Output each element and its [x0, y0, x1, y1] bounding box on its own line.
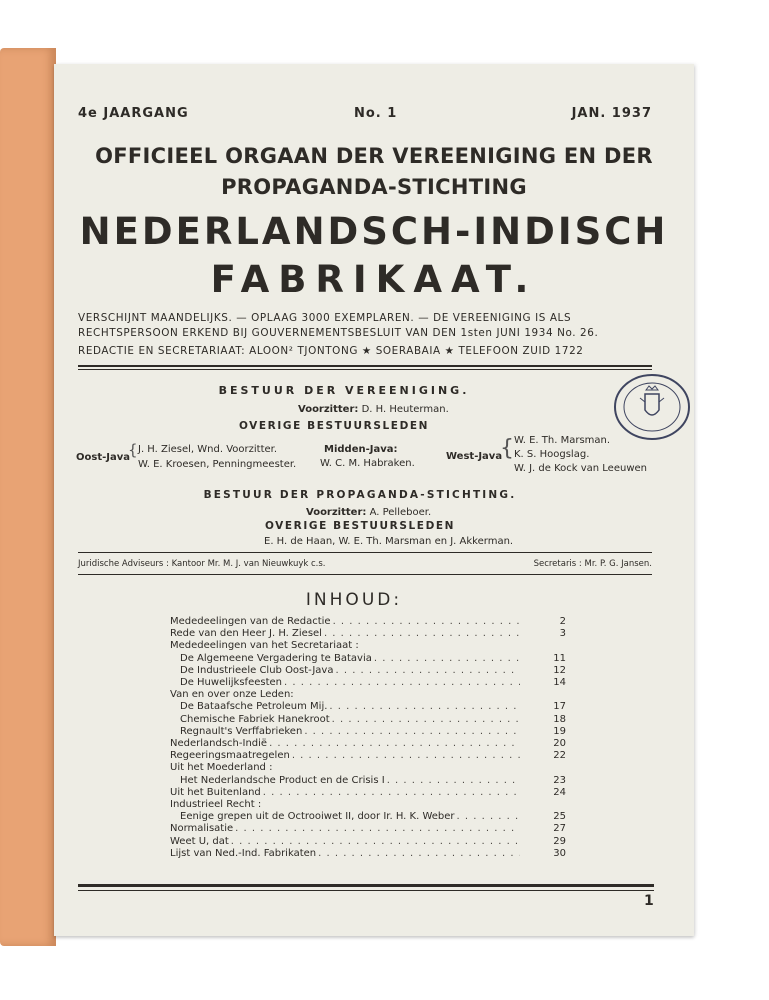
toc-item-label: Regeeringsmaatregelen [170, 750, 290, 762]
toc-item-page: 23 [553, 774, 566, 786]
toc-leader-dots [335, 665, 520, 676]
toc-item [170, 738, 522, 749]
toc-item-label: Van en over onze Leden: [170, 689, 294, 701]
toc-item-label: De Huwelijksfeesten [180, 677, 283, 688]
toc-item-label: Regnault's Verffabrieken [180, 725, 303, 737]
board-heading: BESTUUR DER VEREENIGING. [218, 384, 470, 397]
toc-item-label: Nederlandsch-Indië [170, 738, 268, 749]
toc-item [170, 689, 522, 700]
toc-item-page: 2 [559, 616, 566, 627]
toc-leader-dots [457, 811, 520, 822]
toc-item [180, 726, 522, 737]
toc-item-label: Normalisatie [170, 823, 234, 835]
west-java-label: West-Java [446, 451, 503, 462]
foundation-members: E. H. de Haan, W. E. Th. Marsman en J. Akkerman. [264, 536, 514, 547]
toc-item [170, 750, 522, 761]
toc-item [170, 836, 522, 847]
toc-item [180, 653, 522, 664]
foundation-chair-label: Voorzitter: [306, 507, 367, 518]
library-stamp [612, 372, 692, 442]
toc-item-page: 19 [553, 725, 566, 737]
board-chair-label: Voorzitter: [298, 404, 359, 415]
board-chair [298, 404, 449, 415]
foundation-members-heading: OVERIGE BESTUURSLEDEN [264, 520, 456, 532]
toc-item [180, 665, 522, 676]
foundation-chair [306, 507, 431, 518]
toc-item [170, 823, 522, 834]
toc-leader-dots [304, 726, 520, 737]
oost-member-2: W. E. Kroesen, Penningmeester. [138, 459, 297, 470]
oost-member-1: J. H. Ziesel, Wnd. Voorzitter. [138, 444, 278, 455]
toc-leader-dots [269, 738, 520, 749]
toc-item-label: De Algemeene Vergadering te Batavia [180, 652, 372, 664]
toc-item-page: 29 [553, 835, 566, 847]
toc-item [170, 787, 522, 798]
toc-item [180, 775, 522, 786]
title-line-2: PROPAGANDA-STICHTING [221, 175, 527, 199]
toc-item-page: 20 [553, 738, 566, 749]
toc-leader-dots [374, 653, 520, 664]
toc-item-page: 22 [553, 750, 566, 762]
toc-item-label: Mededeelingen van het Secretariaat : [170, 640, 359, 652]
brace-west: { [500, 436, 514, 461]
masthead-title: NEDERLANDSCH-INDISCH [79, 210, 669, 253]
toc-item [170, 616, 522, 627]
toc-item-label: Weet U, dat [170, 835, 229, 847]
toc-item-label: Rede van den Heer J. H. Ziesel [170, 628, 322, 640]
toc-item [170, 628, 522, 639]
midden-member-1: W. C. M. Habraken. [320, 458, 415, 469]
title-line-1: OFFICIEEL ORGAAN DER VEREENIGING EN DER [95, 144, 653, 168]
toc-leader-dots [387, 775, 520, 786]
magazine-page [54, 64, 694, 936]
toc-leader-dots [318, 848, 520, 859]
toc-item-label: Uit het Buitenland [170, 786, 261, 798]
secretary: Secretaris : Mr. P. G. Jansen. [533, 559, 652, 569]
toc-item-label: Mededeelingen van de Redactie [170, 616, 331, 627]
divider-bottom-thin [78, 890, 654, 891]
page-number: 1 [644, 893, 654, 909]
toc-item [180, 714, 522, 725]
toc-item [170, 762, 522, 773]
brace-oost: { [128, 441, 138, 459]
toc-item [180, 677, 522, 688]
toc-item-page: 27 [553, 823, 566, 835]
toc-leader-dots [231, 836, 520, 847]
toc-item [180, 811, 522, 822]
toc-item-page: 25 [553, 811, 566, 823]
west-member-1: W. E. Th. Marsman. [514, 435, 611, 446]
toc-leader-dots [332, 714, 520, 725]
toc-item [170, 799, 522, 810]
toc-leader-dots [284, 677, 520, 688]
board-members-heading: OVERIGE BESTUURSLEDEN [238, 420, 430, 432]
toc-item-label: De Industrieele Club Oost-Java [180, 664, 334, 676]
masthead-subtitle: FABRIKAAT. [210, 258, 538, 301]
west-member-2: K. S. Hoogslag. [514, 449, 590, 460]
toc-item-label: De Bataafsche Petroleum Mij. [180, 701, 328, 713]
midden-java-label: Midden-Java: [324, 444, 398, 455]
divider-bottom [78, 884, 654, 887]
toc-item-label: Industrieel Recht : [170, 799, 262, 810]
toc-item-page: 18 [553, 713, 566, 725]
toc-item-page: 24 [553, 786, 566, 798]
toc-item-page: 17 [553, 701, 566, 713]
board-chair-name: D. H. Heuterman. [361, 404, 449, 415]
toc-item-page: 3 [559, 628, 566, 640]
issue-number: No. 1 [354, 106, 398, 121]
toc-item [170, 848, 522, 859]
toc-leader-dots [333, 616, 520, 627]
toc-leader-dots [263, 787, 520, 798]
oost-java-label: Oost-Java [76, 452, 130, 463]
toc-leader-dots [324, 628, 520, 639]
toc-item-page: 14 [553, 677, 566, 688]
toc-item-label: Lijst van Ned.-Ind. Fabrikaten [170, 847, 317, 859]
toc-item-label: Eenige grepen uit de Octrooiwet II, door Ir. H. K. Weber [180, 811, 455, 823]
publication-info-1: VERSCHIJNT MAANDELIJKS. — OPLAAG 3000 EXEMPLAREN. — DE VEREENIGING IS ALS [78, 312, 572, 324]
editorial-address: REDACTIE EN SECRETARIAAT: ALOON² TJONTONG ★ SOERABAIA ★ TELEFOON ZUID 1722 [78, 345, 584, 357]
west-member-3: W. J. de Kock van Leeuwen [514, 463, 647, 474]
toc-item [180, 701, 522, 712]
volume-label: 4e JAARGANG [78, 106, 189, 121]
toc-item [170, 640, 522, 651]
toc-item-page: 11 [553, 652, 566, 664]
publication-info-2: RECHTSPERSOON ERKEND BIJ GOUVERNEMENTSBESLUIT VAN DEN 1sten JUNI 1934 No. 26. [78, 327, 599, 339]
divider-advisors-bottom [78, 574, 652, 575]
foundation-chair-name: A. Pelleboer. [369, 507, 432, 518]
toc-leader-dots [235, 823, 520, 834]
divider-top [78, 365, 652, 367]
toc-leader-dots [292, 750, 520, 761]
legal-advisors: Juridische Adviseurs : Kantoor Mr. M. J. van Nieuwkuyk c.s. [78, 559, 326, 569]
toc-item-page: 30 [553, 847, 566, 859]
toc-title: INHOUD: [305, 590, 403, 610]
divider-advisors-top [78, 552, 652, 553]
toc-item-label: Chemische Fabriek Hanekroot [180, 713, 330, 725]
toc-item-label: Uit het Moederland : [170, 762, 273, 774]
toc-item-page: 12 [553, 664, 566, 676]
toc-leader-dots [329, 701, 520, 712]
foundation-heading: BESTUUR DER PROPAGANDA-STICHTING. [203, 489, 517, 501]
issue-date: JAN. 1937 [571, 106, 652, 121]
toc-item-label: Het Nederlandsche Product en de Crisis I [180, 774, 385, 786]
divider-top-thin [78, 369, 652, 370]
